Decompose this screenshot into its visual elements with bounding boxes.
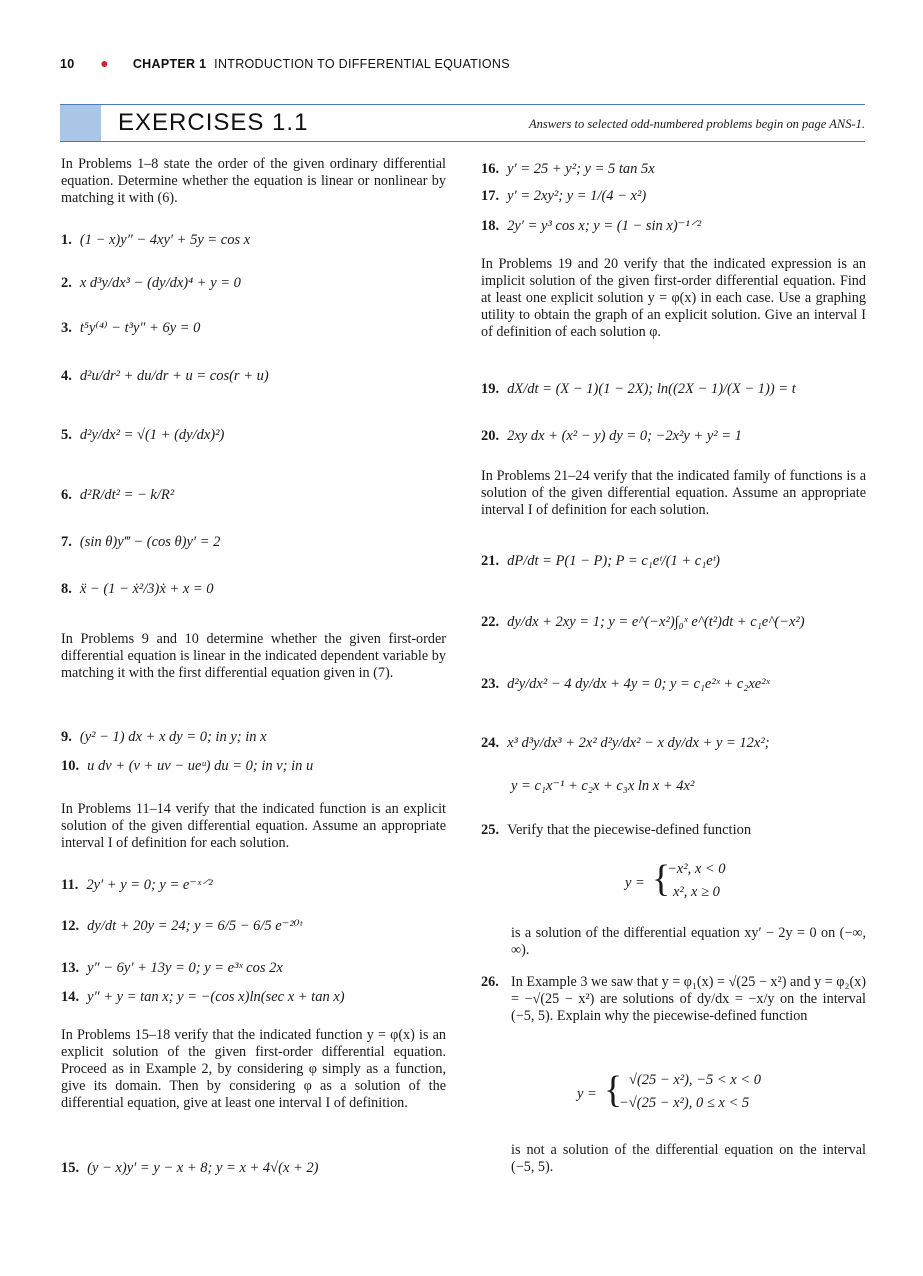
problem-1-equation: (1 − x)y″ − 4xy′ + 5y = cos x (79, 232, 251, 248)
problem-22: 22. dy/dx + 2xy = 1; y = e^(−x²)∫₀ˣ e^(t²)dt + c₁e^(−x²) (481, 614, 805, 630)
page-number: 10 (60, 57, 75, 71)
piecewise-25-case-1: −x², x < 0 (667, 861, 726, 877)
problem-20-equation: 2xy dx + (x² − y) dy = 0; −2x²y + y² = 1 (507, 428, 742, 444)
problem-6-equation: d²R/dt² = − k/R² (79, 487, 175, 503)
problem-14-equation: y″ + y = tan x; y = −(cos x)ln(sec x + tan x) (87, 989, 345, 1005)
brace-icon: { (652, 858, 671, 900)
intro-problems-15-18: In Problems 15–18 verify that the indicated function y = φ(x) is an explicit solution of the given first-order differential equation. Proceed as in Example 2, by considering φ simply as a function, give its domain. Then by considering φ as a solution of the differential equation, give at least one interval I of definition. (61, 1027, 446, 1111)
problem-8: 8. ẍ − (1 − ẋ²/3)ẋ + x = 0 (61, 581, 214, 597)
problem-14: 14. y″ + y = tan x; y = −(cos x)ln(sec x + tan x) (61, 989, 345, 1005)
banner-accent (60, 104, 101, 142)
problem-15-equation: (y − x)y′ = y − x + 8; y = x + 4√(x + 2) (87, 1160, 319, 1176)
problem-13-equation: y″ − 6y′ + 13y = 0; y = e³ˣ cos 2x (87, 960, 283, 976)
problem-24: 24. x³ d³y/dx³ + 2x² d²y/dx² − x dy/dx + y = 12x²; (481, 735, 770, 751)
problem-16-equation: y′ = 25 + y²; y = 5 tan 5x (507, 161, 655, 177)
problem-2-equation: x d³y/dx³ − (dy/dx)⁴ + y = 0 (79, 275, 241, 291)
problem-3-equation: t⁵y⁽⁴⁾ − t³y″ + 6y = 0 (79, 320, 201, 336)
problem-26 (481, 974, 866, 1025)
problem-24-solution: y = c₁x⁻¹ + c₂x + c₃x ln x + 4x² (511, 778, 695, 794)
problem-2: 2. x d³y/dx³ − (dy/dx)⁴ + y = 0 (61, 275, 241, 291)
problem-10: 10. u dv + (v + uv − ueᵘ) du = 0; in v; in u (61, 758, 314, 774)
problem-8-equation: ẍ − (1 − ẋ²/3)ẋ + x = 0 (79, 581, 214, 597)
section-banner (60, 104, 865, 142)
problem-9-equation: (y² − 1) dx + x dy = 0; in y; in x (79, 729, 267, 745)
problem-26-after: is not a solution of the differential equation on the interval (−5, 5). (511, 1142, 866, 1175)
problem-19-equation: dX/dt = (X − 1)(1 − 2X); ln((2X − 1)/(X − 1)) = t (507, 381, 796, 397)
piecewise-26-case-1: √(25 − x²), −5 < x < 0 (629, 1072, 761, 1088)
problem-23: 23. d²y/dx² − 4 dy/dx + 4y = 0; y = c₁e²ˣ + c₂xe²ˣ (481, 676, 770, 692)
problem-3: 3. t⁵y⁽⁴⁾ − t³y″ + 6y = 0 (61, 320, 201, 336)
piecewise-25-lhs: y = (625, 875, 645, 891)
problem-16: 16. y′ = 25 + y²; y = 5 tan 5x (481, 161, 655, 177)
problem-22-equation: dy/dx + 2xy = 1; y = e^(−x²)∫₀ˣ e^(t²)dt + c₁e^(−x²) (507, 614, 805, 630)
problem-26-number: 26. (481, 974, 499, 990)
bullet-icon: ● (100, 55, 110, 71)
problem-17: 17. y′ = 2xy²; y = 1/(4 − x²) (481, 188, 647, 204)
problem-6: 6. d²R/dt² = − k/R² (61, 487, 175, 503)
problem-18: 18. 2y′ = y³ cos x; y = (1 − sin x)⁻¹⸍² (481, 218, 702, 234)
intro-problems-1-8: In Problems 1–8 state the order of the given ordinary differential equation. Determine whether the equation is linear or nonlinear by matching it with (6). (61, 156, 446, 206)
banner-bottom-rule (60, 141, 865, 142)
problem-17-equation: y′ = 2xy²; y = 1/(4 − x²) (507, 188, 647, 204)
piecewise-25-case-2: x², x ≥ 0 (673, 884, 720, 900)
problem-7: 7. (sin θ)y‴ − (cos θ)y′ = 2 (61, 534, 221, 550)
problem-18-equation: 2y′ = y³ cos x; y = (1 − sin x)⁻¹⸍² (507, 218, 702, 234)
problem-5-equation: d²y/dx² = √(1 + (dy/dx)²) (79, 427, 225, 443)
problem-7-equation: (sin θ)y‴ − (cos θ)y′ = 2 (79, 534, 221, 550)
problem-15: 15. (y − x)y′ = y − x + 8; y = x + 4√(x + 2) (61, 1160, 319, 1176)
problem-21: 21. dP/dt = P(1 − P); P = c₁eᵗ/(1 + c₁eᵗ) (481, 553, 720, 569)
problem-24-equation: x³ d³y/dx³ + 2x² d²y/dx² − x dy/dx + y = 12x²; (507, 735, 770, 751)
problem-10-equation: u dv + (v + uv − ueᵘ) du = 0; in v; in u (87, 758, 314, 774)
intro-problems-19-20: In Problems 19 and 20 verify that the indicated expression is an implicit solution of the given first-order differential equation. Find at least one explicit solution y = φ(x) in each case. Use a graphing utility to obtain the graph of an explicit solution. Give an interval I of definition of each solution φ. (481, 256, 866, 340)
answers-note: Answers to selected odd-numbered problems begin on page ANS-1. (529, 117, 865, 131)
chapter-label: CHAPTER 1 (132, 57, 207, 71)
intro-problems-21-24: In Problems 21–24 verify that the indicated family of functions is a solution of the given differential equation. Assume an appropriate interval I of definition for each solution. (481, 468, 866, 518)
problem-12-equation: dy/dt + 20y = 24; y = 6/5 − 6/5 e⁻²⁰ᵗ (87, 918, 302, 934)
problem-25-after: is a solution of the differential equation xy′ − 2y = 0 on (−∞, ∞). (511, 925, 866, 958)
problem-21-equation: dP/dt = P(1 − P); P = c₁eᵗ/(1 + c₁eᵗ) (507, 553, 720, 569)
problem-11-equation: 2y′ + y = 0; y = e⁻ˣ⸍² (86, 877, 213, 893)
problem-25: 25. Verify that the piecewise-defined function (481, 822, 752, 838)
problem-9: 9. (y² − 1) dx + x dy = 0; in y; in x (61, 729, 267, 745)
problem-20: 20. 2xy dx + (x² − y) dy = 0; −2x²y + y² = 1 (481, 428, 742, 444)
problem-26-text: In Example 3 we saw that y = φ₁(x) = √(25 − x²) and y = φ₂(x) = −√(25 − x²) are solutions of dy/dx = −x/y on the interval (−5, 5). Explain why the piecewise-defined function (511, 974, 866, 1024)
problem-5: 5. d²y/dx² = √(1 + (dy/dx)²) (61, 427, 225, 443)
problem-23-equation: d²y/dx² − 4 dy/dx + 4y = 0; y = c₁e²ˣ + c₂xe²ˣ (507, 676, 770, 692)
piecewise-26-lhs: y = (577, 1086, 597, 1102)
problem-13: 13. y″ − 6y′ + 13y = 0; y = e³ˣ cos 2x (61, 960, 283, 976)
problem-1: 1. (1 − x)y″ − 4xy′ + 5y = cos x (61, 232, 251, 248)
problem-19: 19. dX/dt = (X − 1)(1 − 2X); ln((2X − 1)/(X − 1)) = t (481, 381, 796, 397)
chapter-title: INTRODUCTION TO DIFFERENTIAL EQUATIONS (214, 57, 510, 71)
intro-problems-9-10: In Problems 9 and 10 determine whether the given first-order differential equation is linear in the indicated dependent variable by matching it with the first differential equation given in (7). (61, 631, 446, 681)
problem-4: 4. d²u/dr² + du/dr + u = cos(r + u) (61, 368, 269, 384)
banner-top-rule (60, 104, 865, 105)
section-title: EXERCISES 1.1 (118, 109, 309, 136)
running-header (60, 55, 510, 71)
problem-11: 11. 2y′ + y = 0; y = e⁻ˣ⸍² (61, 877, 213, 893)
problem-12: 12. dy/dt + 20y = 24; y = 6/5 − 6/5 e⁻²⁰ᵗ (61, 918, 302, 934)
brace-icon: { (604, 1069, 623, 1111)
problem-4-equation: d²u/dr² + du/dr + u = cos(r + u) (79, 368, 269, 384)
problem-25-text: Verify that the piecewise-defined function (507, 822, 752, 838)
intro-problems-11-14: In Problems 11–14 verify that the indicated function is an explicit solution of the given differential equation. Assume an appropriate interval I of definition for each solution. (61, 801, 446, 851)
piecewise-26-case-2: −√(25 − x²), 0 ≤ x < 5 (619, 1095, 750, 1111)
